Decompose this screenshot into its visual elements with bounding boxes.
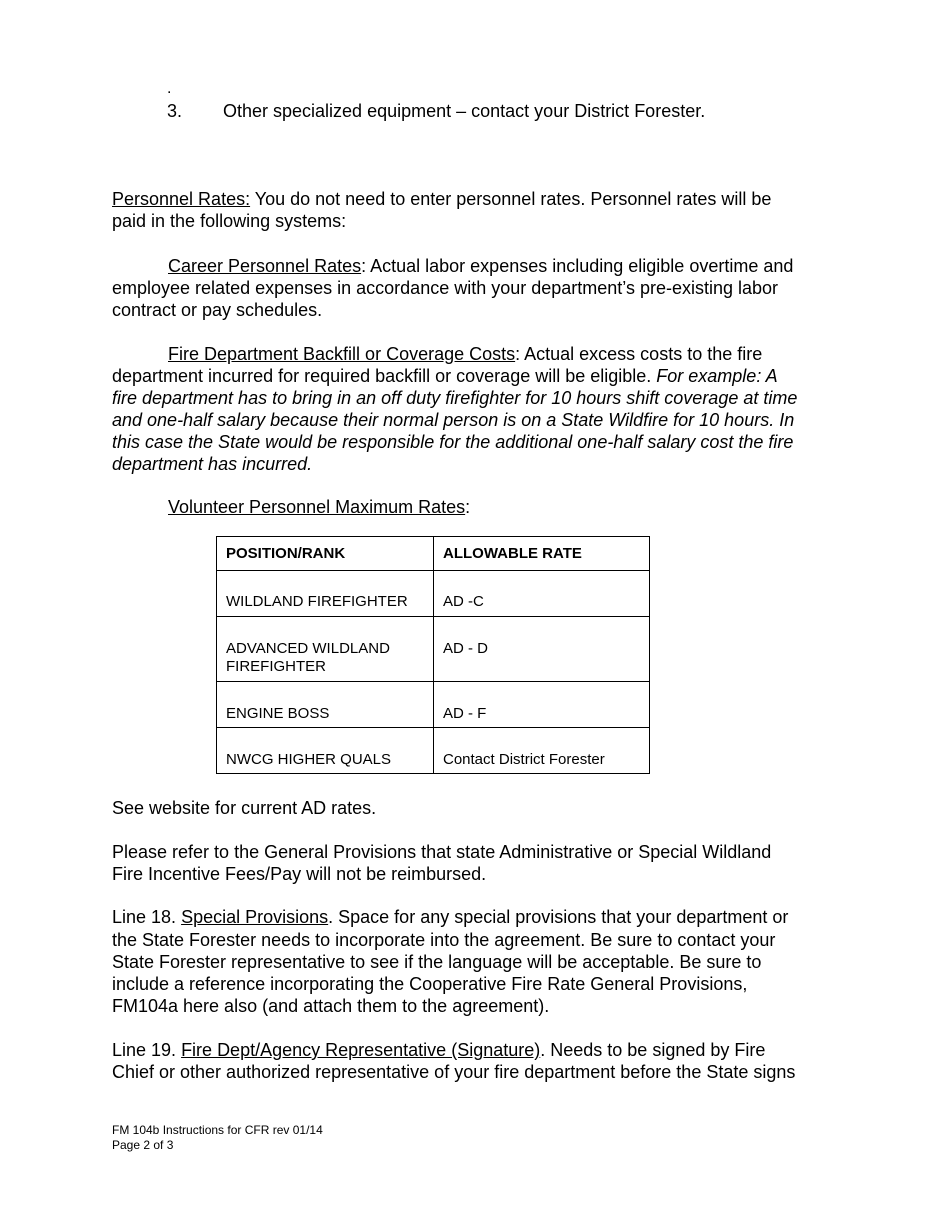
- general-provisions-line-1: Please refer to the General Provisions that state Administrative or Special Wildland: [112, 842, 772, 862]
- special-provisions-heading: Special Provisions: [181, 907, 329, 927]
- line18-line-4: include a reference incorporating the Cooperative Fire Rate General Provisions,: [112, 974, 748, 994]
- volunteer-rates-line: Volunteer Personnel Maximum Rates:: [168, 497, 471, 517]
- volunteer-rates-heading: Volunteer Personnel Maximum Rates: [168, 497, 466, 517]
- column-header-position: POSITION/RANK: [217, 537, 434, 571]
- career-rates-line-1: Career Personnel Rates: Actual labor expenses including eligible overtime and: [168, 256, 794, 276]
- backfill-line-3: fire department has to bring in an off duty firefighter for 10 hours shift coverage at time: [112, 388, 798, 408]
- list-dot: .: [167, 80, 172, 97]
- career-rates-line-3: contract or pay schedules.: [112, 300, 323, 320]
- position-cell: ENGINE BOSS: [217, 682, 434, 728]
- line18-line-1: Line 18. Special Provisions. Space for any special provisions that your department or: [112, 907, 789, 927]
- website-note: See website for current AD rates.: [112, 798, 377, 818]
- position-cell: WILDLAND FIREFIGHTER: [217, 571, 434, 617]
- position-cell: NWCG HIGHER QUALS: [217, 728, 434, 774]
- footer-page-number: Page 2 of 3: [112, 1138, 174, 1152]
- table-header-row: [217, 537, 650, 571]
- rate-cell: Contact District Forester: [434, 728, 650, 774]
- backfill-line-5: this case the State would be responsible for the additional one-half salary cost the fire: [112, 432, 794, 452]
- signature-heading: Fire Dept/Agency Representative (Signature): [181, 1040, 541, 1060]
- personnel-rates-heading: Personnel Rates:: [112, 189, 251, 209]
- table-row: [217, 571, 650, 617]
- list-item-number: 3.: [167, 101, 183, 121]
- backfill-heading: Fire Department Backfill or Coverage Costs: [168, 344, 516, 364]
- table-row: [217, 617, 650, 682]
- line18-line-3: State Forester representative to see if the language will be acceptable. Be sure to: [112, 952, 762, 972]
- line18-line-5: FM104a here also (and attach them to the agreement).: [112, 996, 550, 1016]
- rate-cell: AD -C: [434, 571, 650, 617]
- position-cell: ADVANCED WILDLAND FIREFIGHTER: [217, 617, 434, 682]
- rate-cell: AD - D: [434, 617, 650, 682]
- line19-line-1: Line 19. Fire Dept/Agency Representative (Signature). Needs to be signed by Fire: [112, 1040, 766, 1060]
- list-item-text: Other specialized equipment – contact your District Forester.: [223, 101, 706, 121]
- backfill-line-1: Fire Department Backfill or Coverage Costs: Actual excess costs to the fire: [168, 344, 763, 364]
- personnel-rates-line-2: paid in the following systems:: [112, 211, 347, 231]
- volunteer-rates-table: [216, 536, 650, 774]
- line19-line-2: Chief or other authorized representative of your fire department before the State signs: [112, 1062, 796, 1082]
- career-rates-line-2: employee related expenses in accordance with your department’s pre-existing labor: [112, 278, 779, 298]
- general-provisions-line-2: Fire Incentive Fees/Pay will not be reimbursed.: [112, 864, 487, 884]
- line18-line-2: the State Forester needs to incorporate into the agreement. Be sure to contact your: [112, 930, 776, 950]
- footer-form-id: FM 104b Instructions for CFR rev 01/14: [112, 1123, 323, 1137]
- career-rates-heading: Career Personnel Rates: [168, 256, 362, 276]
- table-row: [217, 682, 650, 728]
- backfill-line-6: department has incurred.: [112, 454, 313, 474]
- column-header-rate: ALLOWABLE RATE: [434, 537, 650, 571]
- table-row: [217, 728, 650, 774]
- personnel-rates-line-1: Personnel Rates: You do not need to enter personnel rates. Personnel rates will be: [112, 189, 772, 209]
- rate-cell: AD - F: [434, 682, 650, 728]
- backfill-line-2: department incurred for required backfill or coverage will be eligible. For example: A: [112, 366, 778, 386]
- backfill-line-4: and one-half salary because their normal person is on a State Wildfire for 10 hours. In: [112, 410, 795, 430]
